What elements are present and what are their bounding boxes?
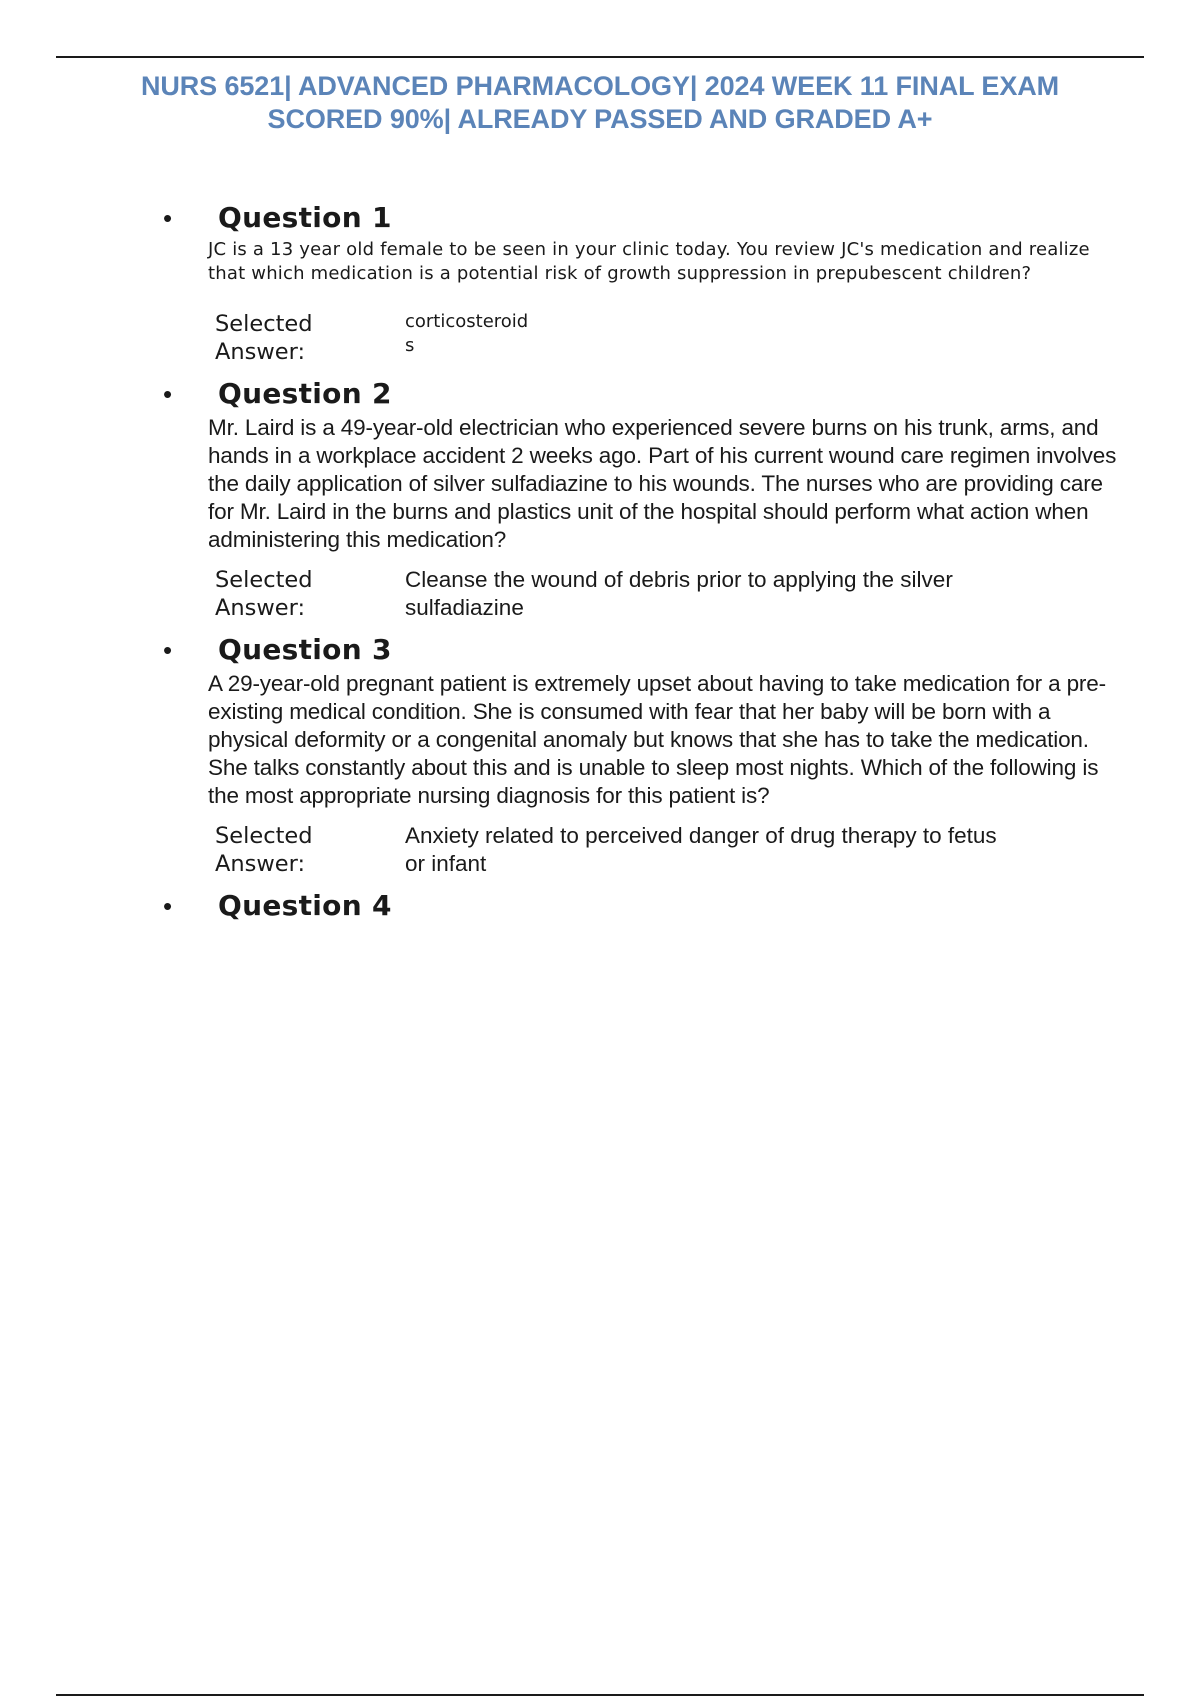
- bullet-icon: •: [163, 203, 173, 233]
- question-item-2: [0, 374, 1200, 622]
- question-heading: Question 2: [218, 377, 392, 410]
- question-heading: Question 4: [218, 889, 392, 922]
- question-text: A 29-year-old pregnant patient is extremely upset about having to take medication for a pre-existing medical condition. She is consumed with fear that her baby will be born with a physical deformity or a congenital anomaly but knows that she has to take the medication. She talks constantly about this and is unable to sleep most nights. Which of the following is the most appropriate nursing diagnosis for this patient is?: [208, 671, 1106, 808]
- question-item-3: [0, 630, 1200, 878]
- question-heading: Question 3: [218, 633, 392, 666]
- selected-answer-label-line-1: Selected: [215, 311, 313, 337]
- question-item-4: [0, 886, 1200, 926]
- selected-answer-label: [215, 822, 405, 878]
- top-rule: [56, 56, 1144, 58]
- question-text: JC is a 13 year old female to be seen in your clinic today. You review JC's medication and realize that which medication is a potential risk of growth suppression in prepubescent children?: [208, 239, 1090, 284]
- bullet-icon: •: [163, 635, 173, 665]
- selected-answer-value: corticosteroids: [405, 311, 529, 356]
- document-title-line-1: NURS 6521| ADVANCED PHARMACOLOGY| 2024 WEEK 11 FINAL EXAM: [140, 71, 1060, 101]
- question-text: Mr. Laird is a 49-year-old electrician who experienced severe burns on his trunk, arms, and hands in a workplace accident 2 weeks ago. Part of his current wound care regimen involves the daily application of silver sulfadiazine to his wounds. The nurses who are providing care for Mr. Laird in the burns and plastics unit of the hospital should perform what action when administering this medication?: [208, 415, 1117, 552]
- selected-answer-label-line-2: Answer:: [215, 851, 306, 877]
- selected-answer: [215, 310, 1200, 366]
- selected-answer-label-line-1: Selected: [215, 823, 313, 849]
- selected-answer: [215, 566, 1200, 622]
- selected-answer-label: [215, 310, 405, 366]
- question-heading: Question 1: [218, 201, 392, 234]
- selected-answer-label-line-2: Answer:: [215, 595, 306, 621]
- selected-answer-value: Cleanse the wound of debris prior to applying the silver sulfadiazine: [405, 567, 953, 620]
- selected-answer-value: Anxiety related to perceived danger of drug therapy to fetus or infant: [405, 823, 997, 876]
- question-item-1: [0, 198, 1200, 366]
- document-title-line-2: SCORED 90%| ALREADY PASSED AND GRADED A+: [267, 104, 933, 134]
- bullet-icon: •: [163, 891, 173, 921]
- question-list: [0, 198, 1200, 926]
- bullet-icon: •: [163, 379, 173, 409]
- selected-answer-label: [215, 566, 405, 622]
- document-title: [60, 70, 1140, 136]
- selected-answer-label-line-1: Selected: [215, 567, 313, 593]
- selected-answer: [215, 822, 1200, 878]
- bottom-rule: [56, 1694, 1144, 1696]
- selected-answer-label-line-2: Answer:: [215, 339, 306, 365]
